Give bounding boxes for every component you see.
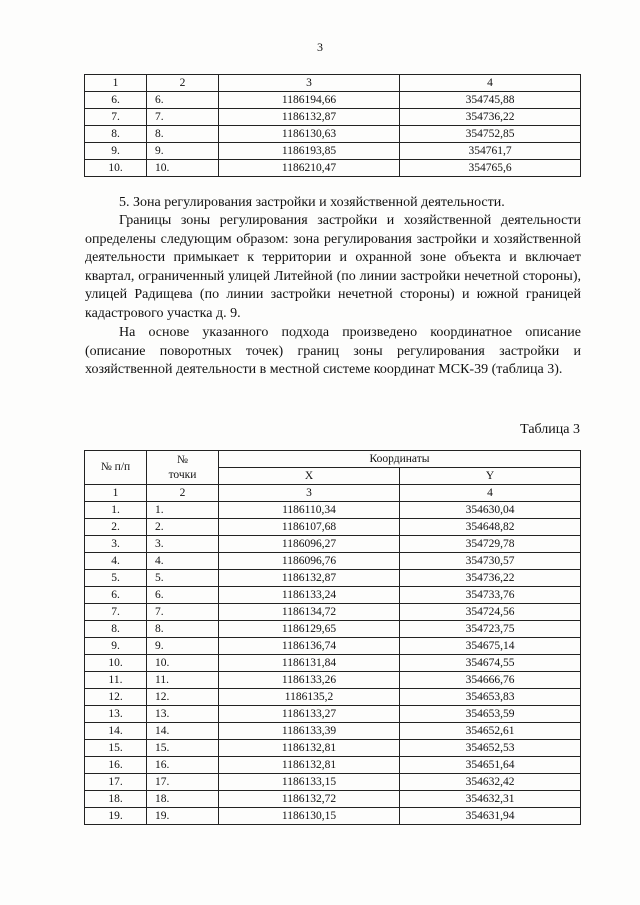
cell-number: 8. (85, 126, 147, 143)
table-row (85, 126, 581, 143)
cell-x: 1186096,76 (219, 553, 400, 570)
cell-number: 12. (85, 689, 147, 706)
cell-x: 1186133,24 (219, 587, 400, 604)
cell-number: 10. (85, 655, 147, 672)
section-paragraph-2 (85, 324, 581, 380)
cell-number: 13. (85, 706, 147, 723)
cell-y: 354674,55 (400, 655, 581, 672)
cell-y: 354631,94 (400, 808, 581, 825)
cell-point: 18. (147, 791, 219, 808)
table-row (85, 655, 581, 672)
table-row (85, 791, 581, 808)
cell-x: 1186129,65 (219, 621, 400, 638)
table-index-row (85, 485, 581, 502)
cell-point: 4. (147, 553, 219, 570)
cell-x: 1186193,85 (219, 143, 400, 160)
cell-y: 354724,56 (400, 604, 581, 621)
table-row (85, 604, 581, 621)
cell-y: 354761,7 (400, 143, 581, 160)
cell-number: 9. (85, 143, 147, 160)
cell-point: 12. (147, 689, 219, 706)
table-row (85, 143, 581, 160)
index-cell: 3 (219, 75, 400, 92)
coordinates-table-3-body (85, 502, 581, 825)
cell-x: 1186194,66 (219, 92, 400, 109)
cell-x: 1186133,27 (219, 706, 400, 723)
cell-y: 354765,6 (400, 160, 581, 177)
table-row (85, 706, 581, 723)
table-row (85, 587, 581, 604)
index-cell: 4 (400, 75, 581, 92)
cell-number: 8. (85, 621, 147, 638)
cell-number: 17. (85, 774, 147, 791)
cell-x: 1186130,63 (219, 126, 400, 143)
coordinates-table-3 (84, 450, 581, 825)
cell-number: 4. (85, 553, 147, 570)
cell-x: 1186133,39 (219, 723, 400, 740)
cell-y: 354675,14 (400, 638, 581, 655)
table-row (85, 519, 581, 536)
header-number: № п/п (85, 451, 147, 485)
header-point-line1: № (177, 453, 188, 466)
section-paragraph-1 (85, 212, 581, 324)
table-row (85, 553, 581, 570)
cell-point: 9. (147, 143, 219, 160)
cell-x: 1186132,81 (219, 740, 400, 757)
cell-x: 1186110,34 (219, 502, 400, 519)
cell-number: 16. (85, 757, 147, 774)
table-row (85, 638, 581, 655)
cell-point: 9. (147, 638, 219, 655)
header-point-line2: точки (168, 468, 197, 481)
cell-y: 354630,04 (400, 502, 581, 519)
index-cell: 3 (219, 485, 400, 502)
table-row (85, 672, 581, 689)
cell-x: 1186131,84 (219, 655, 400, 672)
cell-number: 5. (85, 570, 147, 587)
table-row (85, 723, 581, 740)
cell-x: 1186132,81 (219, 757, 400, 774)
cell-x: 1186096,27 (219, 536, 400, 553)
table-row (85, 757, 581, 774)
cell-x: 1186132,87 (219, 570, 400, 587)
cell-point: 5. (147, 570, 219, 587)
index-cell: 4 (400, 485, 581, 502)
cell-point: 7. (147, 109, 219, 126)
table-row (85, 740, 581, 757)
cell-point: 10. (147, 160, 219, 177)
table-row (85, 621, 581, 638)
header-point (147, 451, 219, 485)
cell-y: 354723,75 (400, 621, 581, 638)
cell-number: 7. (85, 604, 147, 621)
table-header (85, 451, 581, 502)
cell-y: 354648,82 (400, 519, 581, 536)
cell-point: 2. (147, 519, 219, 536)
cell-y: 354736,22 (400, 570, 581, 587)
cell-number: 3. (85, 536, 147, 553)
cell-point: 10. (147, 655, 219, 672)
cell-point: 6. (147, 587, 219, 604)
table-row (85, 160, 581, 177)
cell-point: 1. (147, 502, 219, 519)
table-row (85, 109, 581, 126)
table-row (85, 774, 581, 791)
coordinates-table-continued-body (85, 75, 581, 177)
cell-number: 6. (85, 92, 147, 109)
header-y: Y (400, 468, 581, 485)
table-row (85, 92, 581, 109)
cell-point: 13. (147, 706, 219, 723)
cell-x: 1186133,26 (219, 672, 400, 689)
cell-point: 7. (147, 604, 219, 621)
cell-y: 354745,88 (400, 92, 581, 109)
cell-y: 354632,42 (400, 774, 581, 791)
cell-y: 354653,83 (400, 689, 581, 706)
cell-y: 354653,59 (400, 706, 581, 723)
cell-x: 1186132,87 (219, 109, 400, 126)
table-index-row (85, 75, 581, 92)
cell-point: 3. (147, 536, 219, 553)
cell-number: 9. (85, 638, 147, 655)
cell-point: 16. (147, 757, 219, 774)
cell-point: 6. (147, 92, 219, 109)
cell-point: 14. (147, 723, 219, 740)
cell-x: 1186133,15 (219, 774, 400, 791)
section-heading: 5. Зона регулирования застройки и хозяйственной деятельности. (119, 195, 505, 210)
index-cell: 1 (85, 485, 147, 502)
table-row (85, 536, 581, 553)
cell-y: 354736,22 (400, 109, 581, 126)
cell-number: 10. (85, 160, 147, 177)
cell-number: 2. (85, 519, 147, 536)
cell-x: 1186132,72 (219, 791, 400, 808)
cell-y: 354752,85 (400, 126, 581, 143)
header-x: X (219, 468, 400, 485)
table-row (85, 689, 581, 706)
cell-number: 1. (85, 502, 147, 519)
page-number: 3 (317, 40, 323, 54)
cell-number: 6. (85, 587, 147, 604)
cell-point: 11. (147, 672, 219, 689)
header-coordinates: Координаты (219, 451, 581, 468)
cell-y: 354652,61 (400, 723, 581, 740)
table-row (85, 502, 581, 519)
cell-y: 354651,64 (400, 757, 581, 774)
cell-y: 354729,78 (400, 536, 581, 553)
cell-x: 1186107,68 (219, 519, 400, 536)
paragraph-text: На основе указанного подхода произведено координатное описание (описание поворотных точек) границ зоны регулирования застройки и хозяйственной деятельности в местной системе координат МСК-39 (таблица 3). (85, 325, 581, 378)
cell-point: 19. (147, 808, 219, 825)
cell-number: 11. (85, 672, 147, 689)
table-row (85, 570, 581, 587)
paragraph-text: Границы зоны регулирования застройки и хозяйственной деятельности определены следующим образом: зона регулирования застройки и хозяйственной деятельности примыкает к территории и охранной зоне объекта и включает квартал, ограниченный улицей Литейной (по линии застройки нечетной стороны), улицей Радищева (по линии застройки нечетной стороны) и южной границей кадастрового участка д. 9. (85, 213, 581, 321)
cell-y: 354733,76 (400, 587, 581, 604)
index-cell: 1 (85, 75, 147, 92)
table-row (85, 808, 581, 825)
cell-x: 1186135,2 (219, 689, 400, 706)
table-header-row (85, 451, 581, 468)
cell-x: 1186136,74 (219, 638, 400, 655)
cell-point: 17. (147, 774, 219, 791)
cell-number: 14. (85, 723, 147, 740)
cell-number: 7. (85, 109, 147, 126)
cell-y: 354730,57 (400, 553, 581, 570)
cell-y: 354652,53 (400, 740, 581, 757)
cell-point: 8. (147, 621, 219, 638)
cell-x: 1186210,47 (219, 160, 400, 177)
cell-y: 354632,31 (400, 791, 581, 808)
cell-number: 15. (85, 740, 147, 757)
index-cell: 2 (147, 485, 219, 502)
cell-x: 1186130,15 (219, 808, 400, 825)
cell-number: 19. (85, 808, 147, 825)
coordinates-table-continued (84, 74, 581, 177)
cell-number: 18. (85, 791, 147, 808)
table-caption: Таблица 3 (520, 422, 580, 437)
cell-y: 354666,76 (400, 672, 581, 689)
cell-point: 8. (147, 126, 219, 143)
cell-x: 1186134,72 (219, 604, 400, 621)
cell-point: 15. (147, 740, 219, 757)
index-cell: 2 (147, 75, 219, 92)
